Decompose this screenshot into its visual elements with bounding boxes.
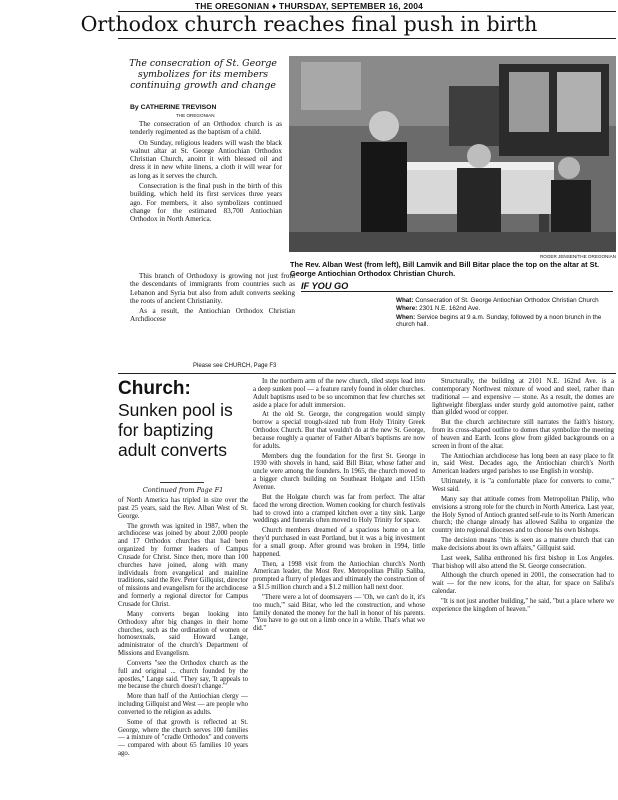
lead-paragraph: This branch of Orthodoxy is growing not just from the descendants of immigrants from countries such as Lebanon and Syria but also from adult converts seeking the roots of ancient Christianity. [130,272,295,305]
if-you-go-where: Where: 2301 N.E. 162nd Ave. [396,305,481,313]
headline-rule [118,38,616,39]
jump-column-2 [253,378,425,635]
jump-paragraph: Church members dreamed of a spacious home on a lot they'd purchased in east Portland, but it was a big investment for a small group. After ground was broken in 1994, little happened. [253,527,425,558]
jump-paragraph: The growth was ignited in 1987, when the archdiocese was joined by about 2,000 people and 17 Orthodox churches that had been organized by former leaders of Campus Crusade for Christ. Since then, more than 100 churches have joined, along with many individuals from evangelical and mainline traditions, said the Rev. Peter Gillquist, director of missions and evangelism for the archdiocese and formerly a regional director for Campus Crusade for Christ. [118,522,248,608]
jump-paragraph: "There were a lot of doomsayers — 'Oh, we can't do it, it's too much,'" said Bitar, who led the construction, and whose family donated the money for the hall in honor of his parents. "You have to go out on a limb once in a while. That's what we did." [253,593,425,633]
jump-paragraph: Members dug the foundation for the first St. George in 1930 with shovels in hand, said Bill Bitar, whose father and uncle were among the founders. In 1965, the church moved to a bigger church building on Southeast Holgate and 115th Avenue. [253,452,425,491]
jump-headline-kicker: Church: [118,378,191,399]
jump-paragraph: Although the church opened in 2001, the consecration had to wait — for the new icons, for the altar, for space on Saliba's calendar. [432,572,614,596]
jump-paragraph: Some of that growth is reflected at St. George, where the church serves 100 families — a mixture of "cradle Orthodox" and converts — compared with about 65 families 10 years ago. [118,718,248,758]
section-separator [118,373,616,374]
if-you-go-box [396,297,614,330]
jump-paragraph: of North America has tripled in size over the past 25 years, said the Rev. Alban West of St. George. [118,497,248,520]
continued-from-line: Continued from Page F1 [142,486,224,494]
lead-paragraph: Consecration is the final push in the birth of this building, which held its first services three years ago. For members, it also symbolizes continued change for the estimated 83,700 Antiochian Orthodox in North America. [130,182,282,224]
byline: By CATHERINE TREVISON [130,104,217,111]
deck: The consecration of St. George symbolizes for its members continuing growth and change [129,58,277,91]
byline-org: THE OREGONIAN [176,113,215,118]
jump-headline: Sunken pool is for baptizing adult converts [118,400,233,460]
if-you-go-when: When: Service begins at 9 a.m. Sunday, followed by a noon brunch in the church hall. [396,313,602,329]
jump-paragraph: But the Holgate church was far from perfect. The altar faced the wrong direction. Women cooking for church festivals had to crowd into a cramped kitchen over a tiny sink. Large weddings and funerals often moved to Holy Trinity for space. [253,493,425,525]
lead-column-2 [130,272,295,326]
jump-paragraph: In the northern arm of the new church, tiled steps lead into a deep sunken pool — a feature rarely found in older churches. Adult baptisms used to be so uncommon that few churches set aside a place for adult immersion. [253,378,425,409]
lead-paragraph: On Sunday, religious leaders will wash the black walnut altar at St. George Antiochian Orthodox Christian Church, anoint it with blessed oil and dress it in new white linens, a cloth it will wear for as long as it serves the church. [130,138,282,180]
headline: Orthodox church reaches final push in birth [80,12,538,36]
altar-photo-illustration [289,56,616,252]
jump-column-1 [118,497,248,760]
jump-paragraph: At the old St. George, the congregation would simply borrow a special trough-sized tub from Holy Trinity Greek Orthodox Church. But that wouldn't do at the new St. George, because roughly a quarter of Father Alban's baptisms are now for adults. [253,411,425,450]
jump-paragraph: But the church architecture still narrates the faith's history, from its cross-shaped outline to domes that symbolize the meeting of heaven and Earth. Icons glow from gilded backgrounds on a screen in front of the altar. [432,419,614,450]
jump-paragraph: Then, a 1998 visit from the Antiochian church's North American leader, the Most Rev. Metropolitan Philip Saliba, prompted a flurry of pledges and ultimately the construction of a $1.5 million church and a $1.2 million hall next door. [253,560,425,592]
jump-paragraph: More than half of the Antiochian clergy — including Gillquist and West — are people who converted to the religion as adults. [118,693,248,716]
photo-credit: ROGER JENSEN/THE OREGONIAN [539,254,616,259]
if-you-go-what: What: Consecration of St. George Antiochian Orthodox Christian Church [396,297,599,304]
jump-paragraph: The decision means "this is seen as a mature church that can make decisions about its own affairs," Gillquist said. [432,537,614,552]
jump-column-3 [432,378,614,616]
jump-paragraph: The Antiochian archdiocese has long been an easy place to fit in, said West. Decades ago, the Antiochian church's North American leaders urged parishes to use English in worship. [432,452,614,476]
photo-caption: The Rev. Alban West (from left), Bill Lamvik and Bill Bitar place the top on the altar at St. George Antiochian Orthodox Christian Church. [290,260,600,278]
masthead: THE OREGONIAN ♦ THURSDAY, SEPTEMBER 16, 2004 [194,1,424,11]
lead-column-1 [130,120,282,226]
jump-paragraph: Many converts began looking into Orthodoxy after big changes in their home churches, such as the ordination of women or homosexuals, said Howard Lange, administrator of the church's Department of Missions and Evangelism. [118,610,248,658]
jump-paragraph: Many say that attitude comes from Metropolitan Philip, who envisions a strong role for the church in North America. Last year, the Holy Synod of Antioch granted self-rule to its North American church; the change already has allowed Saliba to organize the country into regional dioceses and to choose his own bishops. [432,495,614,535]
lead-paragraph: The consecration of an Orthodox church is as tenderly regimented as the baptism of a child. [130,120,282,137]
jump-paragraph: "It is not just another building," he said, "but a place where we experience the kingdom of heaven." [432,597,614,613]
jump-paragraph: Converts "see the Orthodox church as the full and original ... church founded by the apostles," Lange said. "They say, 'It appeals to me because the church doesn't change.'" [118,659,248,691]
continued-rule [160,482,204,483]
jump-paragraph: Last week, Saliba enthroned his first bishop in Los Angeles. That bishop will also attend the St. George consecration. [432,554,614,570]
news-photo [289,56,616,252]
jump-paragraph: Structurally, the building at 2101 N.E. 162nd Ave. is a contemporary Northwest mixture of wood and steel, rather than traditional — and expensive — stone. As a result, the domes are lightweight fiberglass under sturdy gold automotive paint, rather than gilded wood or copper. [432,378,614,417]
if-you-go-heading: IF YOU GO [301,281,613,292]
lead-paragraph: As a result, the Antiochian Orthodox Christian Archdiocese [130,307,295,324]
jump-line: Please see CHURCH, Page F3 [193,363,277,369]
jump-paragraph: Ultimately, it is "a comfortable place for converts to come," West said. [432,478,614,493]
